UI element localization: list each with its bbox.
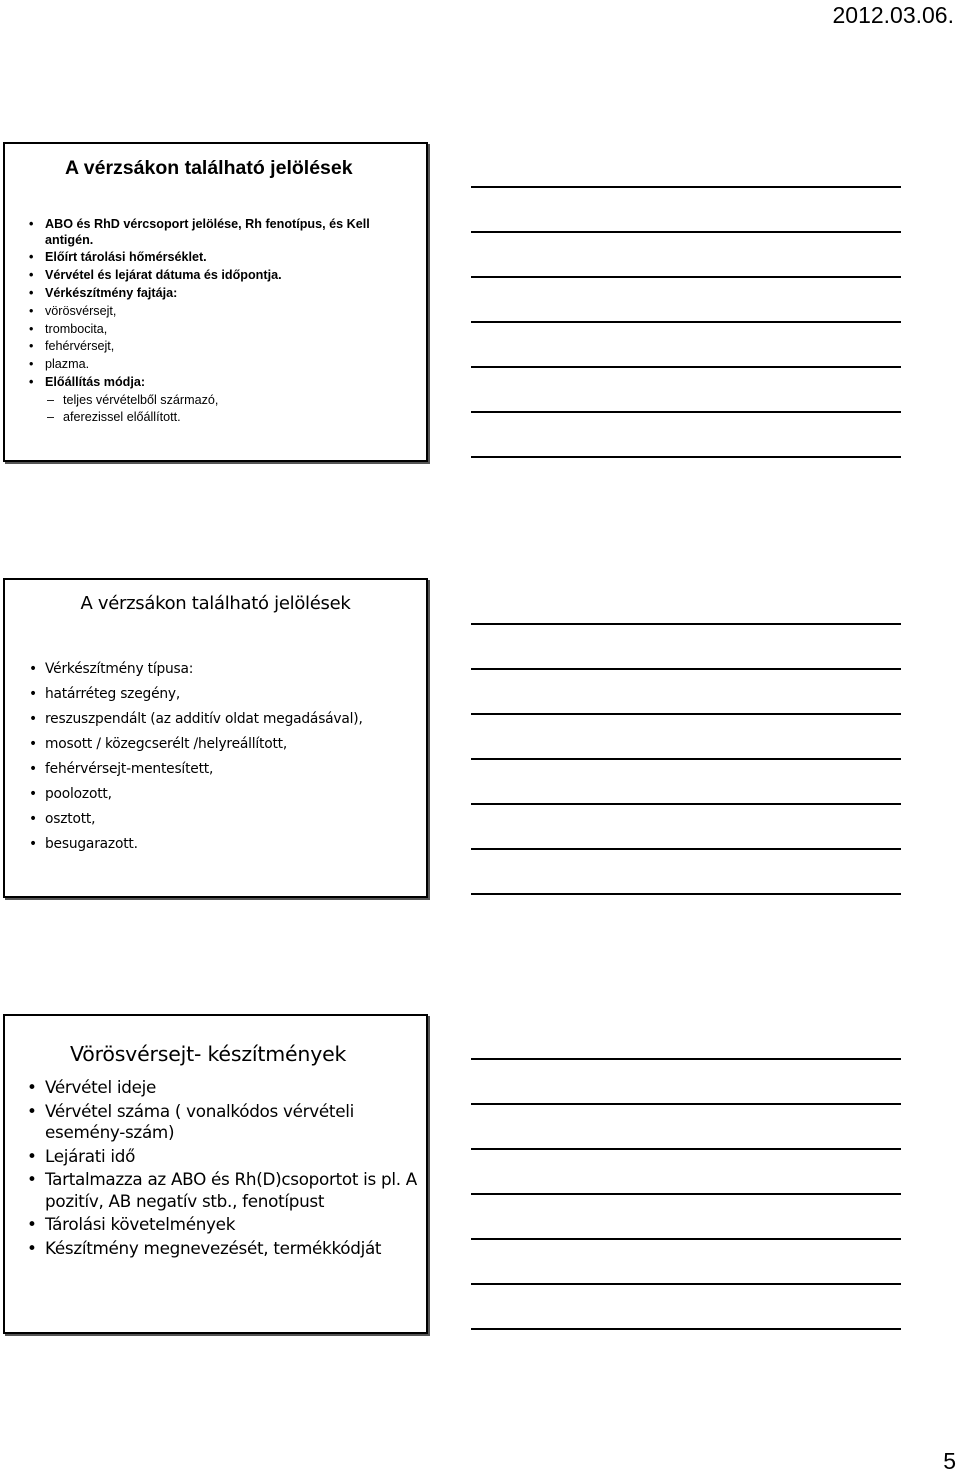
note-line <box>471 848 901 850</box>
slide-1-list-item: • fehérvérsejt, <box>29 339 419 355</box>
slide-1-list-item: – teljes vérvételből származó, <box>29 393 419 409</box>
slide-3-list-item: • Tárolási követelmények <box>27 1214 422 1236</box>
note-line <box>471 668 901 670</box>
slide-2 <box>3 578 428 898</box>
slide-2-bullet-list <box>29 657 424 857</box>
note-line <box>471 1103 901 1105</box>
slide-3-list-item: • Tartalmazza az ABO és Rh(D)csoportot is pl. A pozitív, AB negatív stb., fenotípust <box>27 1169 422 1212</box>
slide-1-list-item: • ABO és RhD vércsoport jelölése, Rh fenotípus, és Kell antigén. <box>29 217 419 248</box>
slide-3-list-item: • Lejárati idő <box>27 1146 422 1168</box>
slide-3-list-item: • Készítmény megnevezését, termékkódját <box>27 1238 422 1260</box>
slide-1-title: A vérzsákon található jelölések <box>65 157 353 179</box>
note-line <box>471 1193 901 1195</box>
slide-2-list-item: • fehérvérsejt-mentesített, <box>29 757 424 782</box>
note-line <box>471 231 901 233</box>
note-line <box>471 321 901 323</box>
slide-1-list-item: • trombocita, <box>29 322 419 338</box>
slide-3-list-item: • Vérvétel ideje <box>27 1077 422 1099</box>
slide-3-title: Vörösvérsejt- készítmények <box>70 1042 347 1066</box>
slide-1-list-item: • Vérkészítmény fajtája: <box>29 286 419 302</box>
note-line <box>471 803 901 805</box>
note-line <box>471 1283 901 1285</box>
note-line <box>471 758 901 760</box>
slide-1-list-item: – aferezissel előállított. <box>29 410 419 426</box>
slide-1-bullet-list <box>29 217 419 428</box>
note-line <box>471 1328 901 1330</box>
note-line <box>471 186 901 188</box>
note-line <box>471 1058 901 1060</box>
slide-1-list-item: • Vérvétel és lejárat dátuma és időpontja. <box>29 268 419 284</box>
note-line <box>471 1148 901 1150</box>
slide-1-list-item: • Előállítás módja: <box>29 375 419 391</box>
slide-3 <box>3 1014 428 1334</box>
slide-3-bullet-list <box>27 1077 422 1261</box>
slide-2-title: A vérzsákon található jelölések <box>80 593 351 614</box>
note-line <box>471 366 901 368</box>
note-line <box>471 411 901 413</box>
slide-1-list-item: • plazma. <box>29 357 419 373</box>
slide-2-list-item: • határréteg szegény, <box>29 682 424 707</box>
slide-2-list-item: • besugarazott. <box>29 832 424 857</box>
slide-1-list-item: • vörösvérsejt, <box>29 304 419 320</box>
slide-2-list-item: • osztott, <box>29 807 424 832</box>
print-date: 2012.03.06. <box>832 2 954 28</box>
page-number: 5 <box>943 1448 956 1474</box>
note-line <box>471 893 901 895</box>
note-line <box>471 623 901 625</box>
note-line <box>471 276 901 278</box>
slide-2-list-item: • reszuszpendált (az additív oldat megadásával), <box>29 707 424 732</box>
slide-1 <box>3 142 428 462</box>
slide-2-list-item: • poolozott, <box>29 782 424 807</box>
note-line <box>471 713 901 715</box>
slide-2-list-item: • Vérkészítmény típusa: <box>29 657 424 682</box>
slide-3-list-item: • Vérvétel száma ( vonalkódos vérvételi esemény-szám) <box>27 1101 422 1144</box>
slide-1-list-item: • Előírt tárolási hőmérséklet. <box>29 250 419 266</box>
note-line <box>471 456 901 458</box>
note-line <box>471 1238 901 1240</box>
slide-2-list-item: • mosott / közegcserélt /helyreállított, <box>29 732 424 757</box>
